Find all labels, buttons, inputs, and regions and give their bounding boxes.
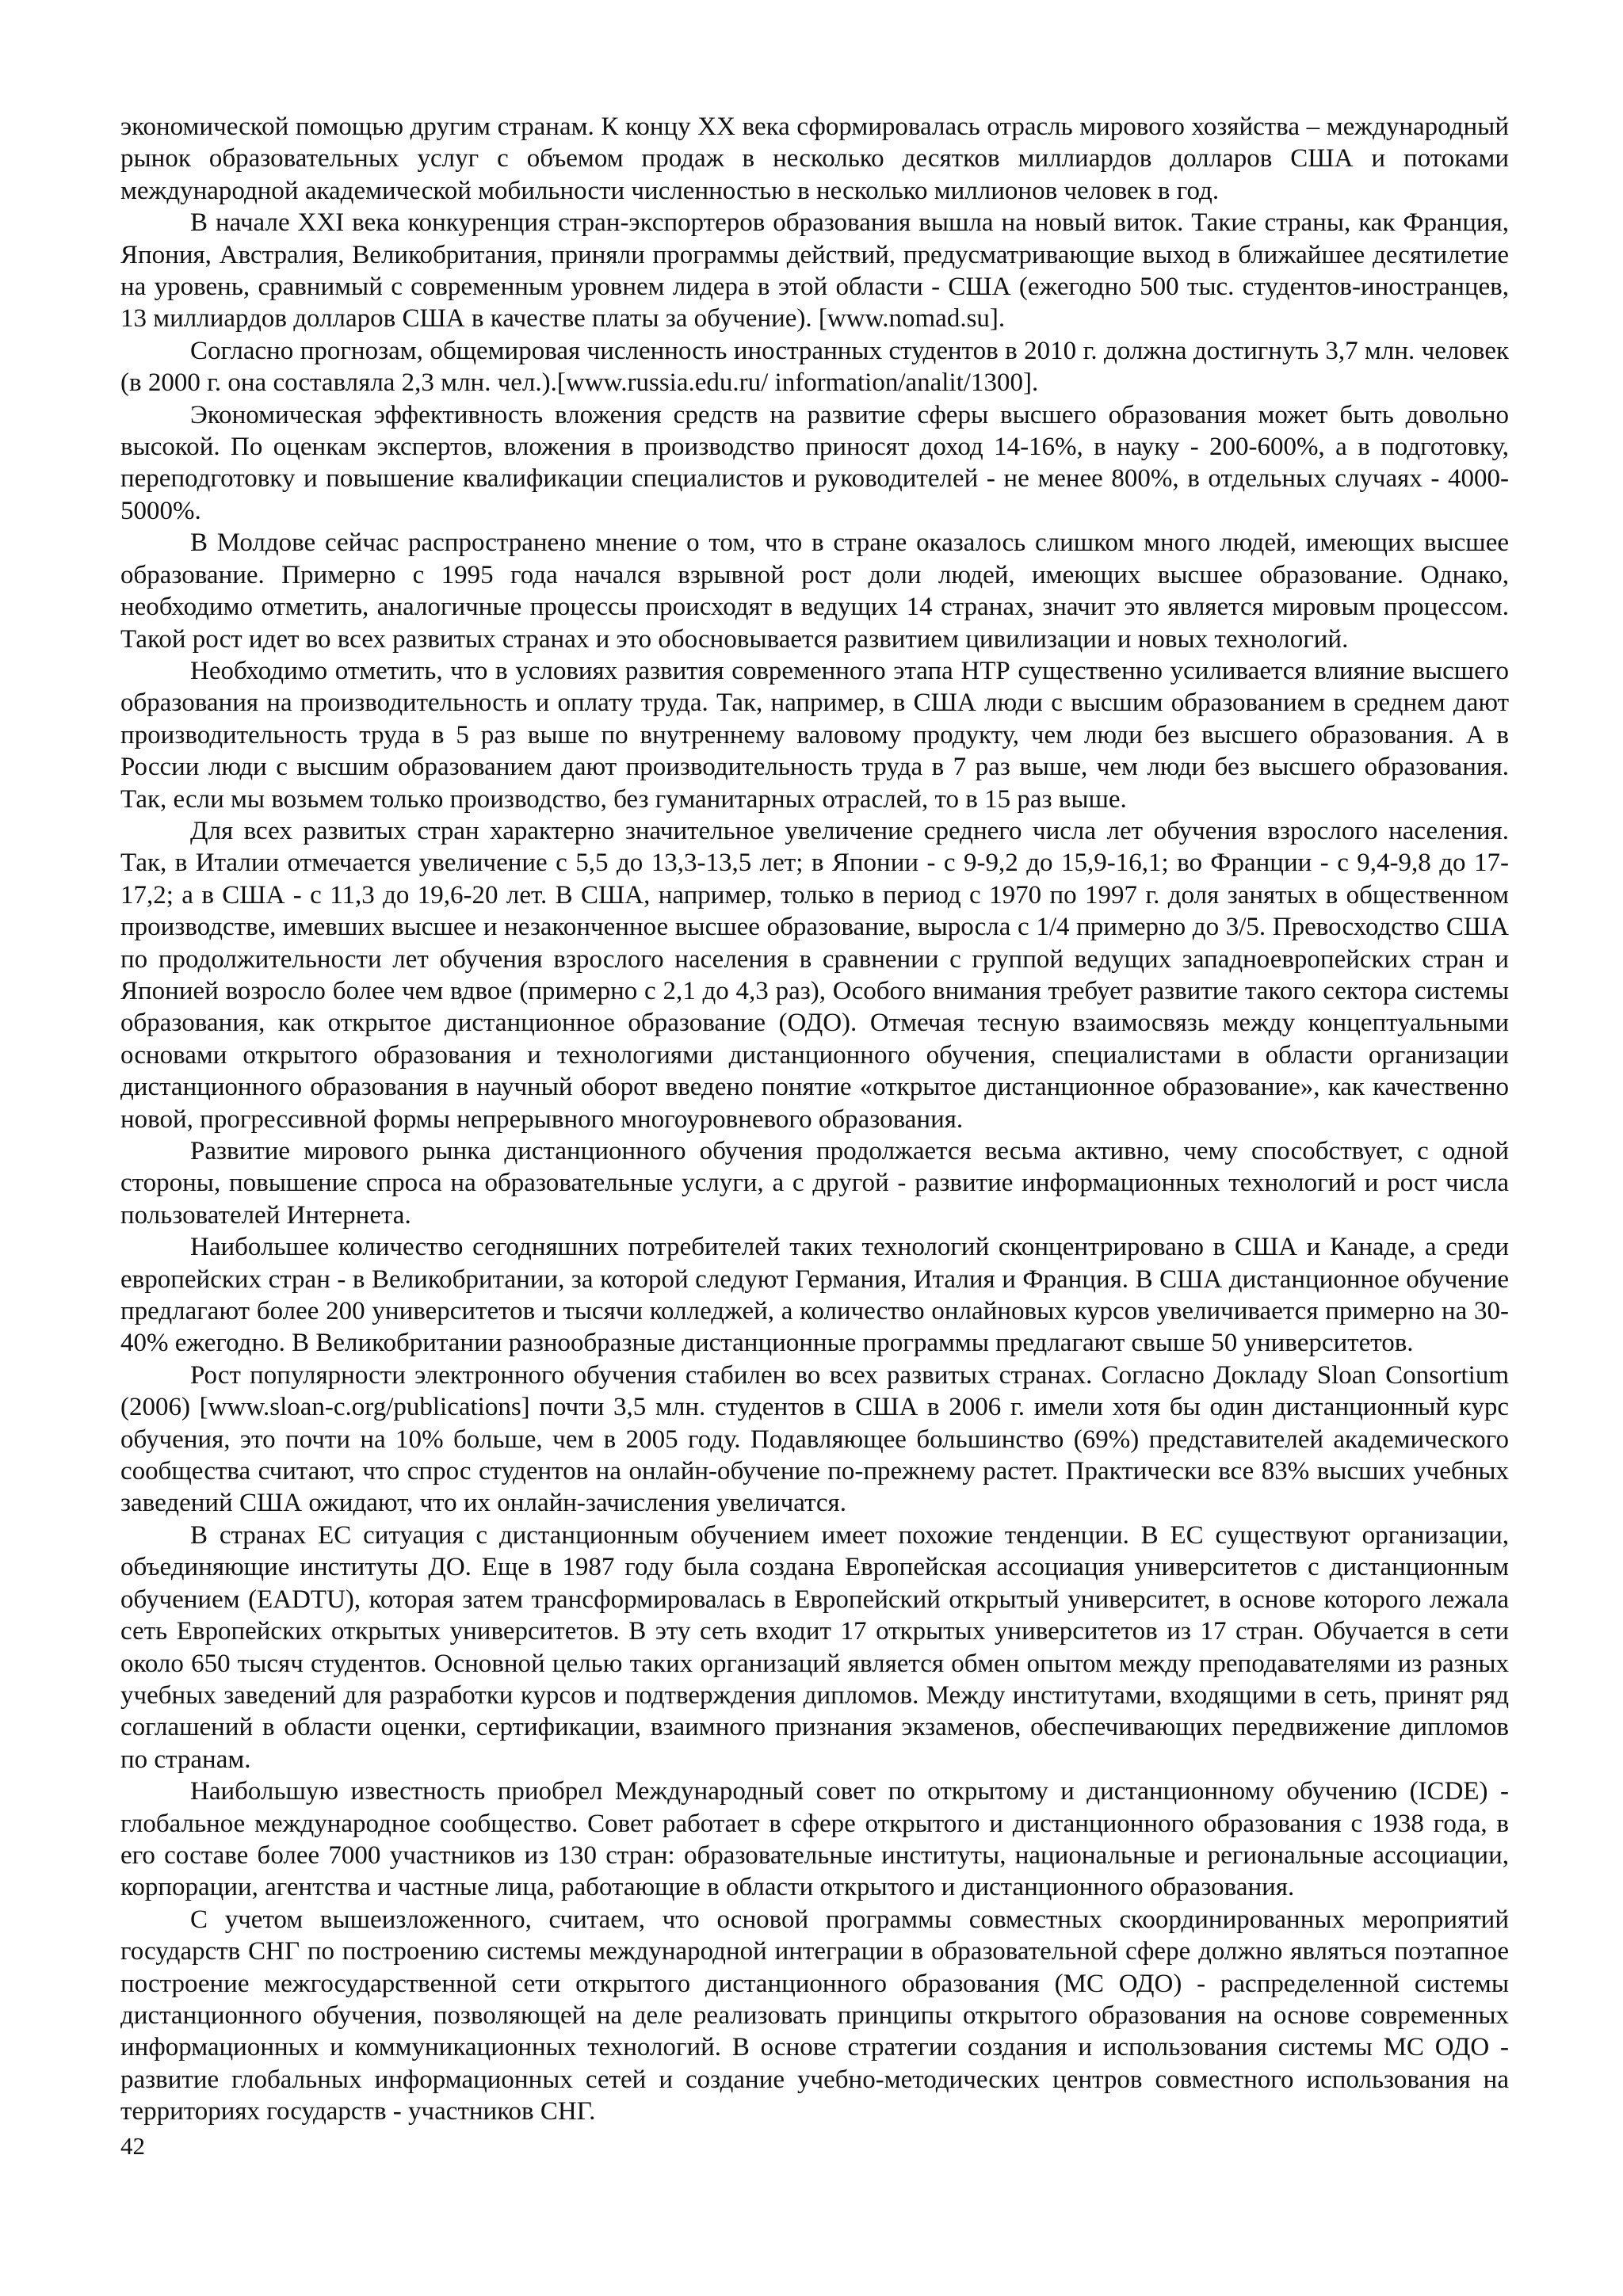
paragraph: Развитие мирового рынка дистанционного обучения продолжается весьма активно, чему способствует, с одной стороны, повышение спроса на образовательные услуги, а с другой - развитие информационных технологий и рост числа пользователей Интернета.: [120, 1137, 1509, 1230]
paragraph: В Молдове сейчас распространено мнение о том, что в стране оказалось слишком много людей, имеющих высшее образование. Примерно с 1995 года начался взрывной рост доли людей, имеющих высшее образование. Однако, необходимо отметить, аналогичные процессы происходят в ведущих 14 странах, значит это является мировым процессом. Такой рост идет во всех развитых странах и это обосновывается развитием цивилизации и новых технологий.: [120, 528, 1509, 654]
paragraph: Наибольшее количество сегодняшних потребителей таких технологий сконцентрировано в США и Канаде, а среди европейских стран - в Великобритании, за которой следуют Германия, Италия и Франция. В США дистанционное обучение предлагают более 200 университетов и тысячи колледжей, а количество онлайновых курсов увеличивается примерно на 30-40% ежегодно. В Великобритании разнообразные дистанционные программы предлагают свыше 50 университетов.: [120, 1233, 1509, 1358]
paragraph: Рост популярности электронного обучения стабилен во всех развитых странах. Согласно Докладу Sloan Consortium (2006) [www.sloan-c.org/publications] почти 3,5 млн. студентов в США в 2006 г. имели хотя бы один дистанционный курс обучения, это почти на 10% больше, чем в 2005 году. Подавляющее большинство (69%) представителей академического сообщества считают, что спрос студентов на онлайн-обучение по-прежнему растет. Практически все 83% высших учебных заведений США ожидают, что их онлайн-зачисления увеличатся.: [120, 1360, 1509, 1518]
paragraph: Согласно прогнозам, общемировая численность иностранных студентов в 2010 г. должна достигнуть 3,7 млн. человек (в 2000 г. она составляла 2,3 млн. чел.).[www.russia.edu.ru/ information/analit/1300].: [120, 336, 1509, 398]
paragraph: С учетом вышеизложенного, считаем, что основой программы совместных скоординированных мероприятий государств СНГ по построению системы международной интеграции в образовательной сфере должно являться поэтапное построение межгосударственной сети открытого дистанционного образования (МС ОДО) - распределенной системы дистанционного обучения, позволяющей на деле реализовать принципы открытого образования на основе современных информационных и коммуникационных технологий. В основе стратегии создания и использования системы МС ОДО - развитие глобальных информационных сетей и создание учебно-методических центров совместного использования на территориях государств - участников СНГ.: [120, 1905, 1509, 2126]
page-number: 42: [120, 2132, 145, 2160]
paragraph: Необходимо отметить, что в условиях развития современного этапа НТР существенно усиливается влияние высшего образования на производительность и оплату труда. Так, например, в США люди с высшим образованием в среднем дают производительность труда в 5 раз выше по внутреннему валовому продукту, чем люди без высшего образования. А в России люди с высшим образованием дают производительность труда в 7 раз выше, чем люди без высшего образования. Так, если мы возьмем только производство, без гуманитарных отраслей, то в 15 раз выше.: [120, 656, 1509, 814]
paragraph: экономической помощью другим странам. К концу XX века сформировалась отрасль мирового хозяйства – международный рынок образовательных услуг с объемом продаж в несколько десятков миллиардов долларов США и потоками международной академической мобильности численностью в несколько миллионов человек в год.: [120, 113, 1509, 205]
paragraph: Экономическая эффективность вложения средств на развитие сферы высшего образования может быть довольно высокой. По оценкам экспертов, вложения в производство приносят доход 14-16%, в науку - 200-600%, а в подготовку, переподготовку и повышение квалификации специалистов и руководителей - не менее 800%, в отдельных случаях - 4000-5000%.: [120, 400, 1509, 525]
paragraph: Для всех развитых стран характерно значительное увеличение среднего числа лет обучения взрослого населения. Так, в Италии отмечается увеличение с 5,5 до 13,3-13,5 лет; в Японии - с 9-9,2 до 15,9-16,1; во Франции - с 9,4-9,8 до 17-17,2; а в США - с 11,3 до 19,6-20 лет. В США, например, только в период с 1970 по 1997 г. доля занятых в общественном производстве, имевших высшее и незаконченное высшее образование, выросла с 1/4 примерно до 3/5. Превосходство США по продолжительности лет обучения взрослого населения в сравнении с группой ведущих западноевропейских стран и Японией возросло более чем вдвое (примерно с 2,1 до 4,3 раз), Особого внимания требует развитие такого сектора системы образования, как открытое дистанционное образование (ОДО). Отмечая тесную взаимосвязь между концептуальными основами открытого образования и технологиями дистанционного обучения, специалистами в области организации дистанционного образования в научный оборот введено понятие «открытое дистанционное образование», как качественно новой, прогрессивной формы непрерывного многоуровневого образования.: [120, 816, 1509, 1134]
page-body: [120, 111, 1509, 2128]
paragraph: В начале XXI века конкуренция стран-экспортеров образования вышла на новый виток. Такие страны, как Франция, Япония, Австралия, Великобритания, приняли программы действий, предусматривающие выход в ближайшее десятилетие на уровень, сравнимый с современным уровнем лидера в этой области - США (ежегодно 500 тыс. студентов-иностранцев, 13 миллиардов долларов США в качестве платы за обучение). [www.nomad.su].: [120, 208, 1509, 334]
paragraph: В странах ЕС ситуация с дистанционным обучением имеет похожие тенденции. В ЕС существуют организации, объединяющие институты ДО. Еще в 1987 году была создана Европейская ассоциация университетов с дистанционным обучением (EADTU), которая затем трансформировалась в Европейский открытый университет, в основе которого лежала сеть Европейских открытых университетов. В эту сеть входит 17 открытых университетов из 17 стран. Обучается в сети около 650 тысяч студентов. Основной целью таких организаций является обмен опытом между преподавателями из разных учебных заведений для разработки курсов и подтверждения дипломов. Между институтами, входящими в сеть, принят ряд соглашений в области оценки, сертификации, взаимного признания экзаменов, обеспечивающих передвижение дипломов по странам.: [120, 1520, 1509, 1774]
paragraph: Наибольшую известность приобрел Международный совет по открытому и дистанционному обучению (ICDE) - глобальное международное сообщество. Совет работает в сфере открытого и дистанционного образования с 1938 года, в его составе более 7000 участников из 130 стран: образовательные институты, национальные и региональные ассоциации, корпорации, агентства и частные лица, работающие в области открытого и дистанционного образования.: [120, 1777, 1509, 1902]
